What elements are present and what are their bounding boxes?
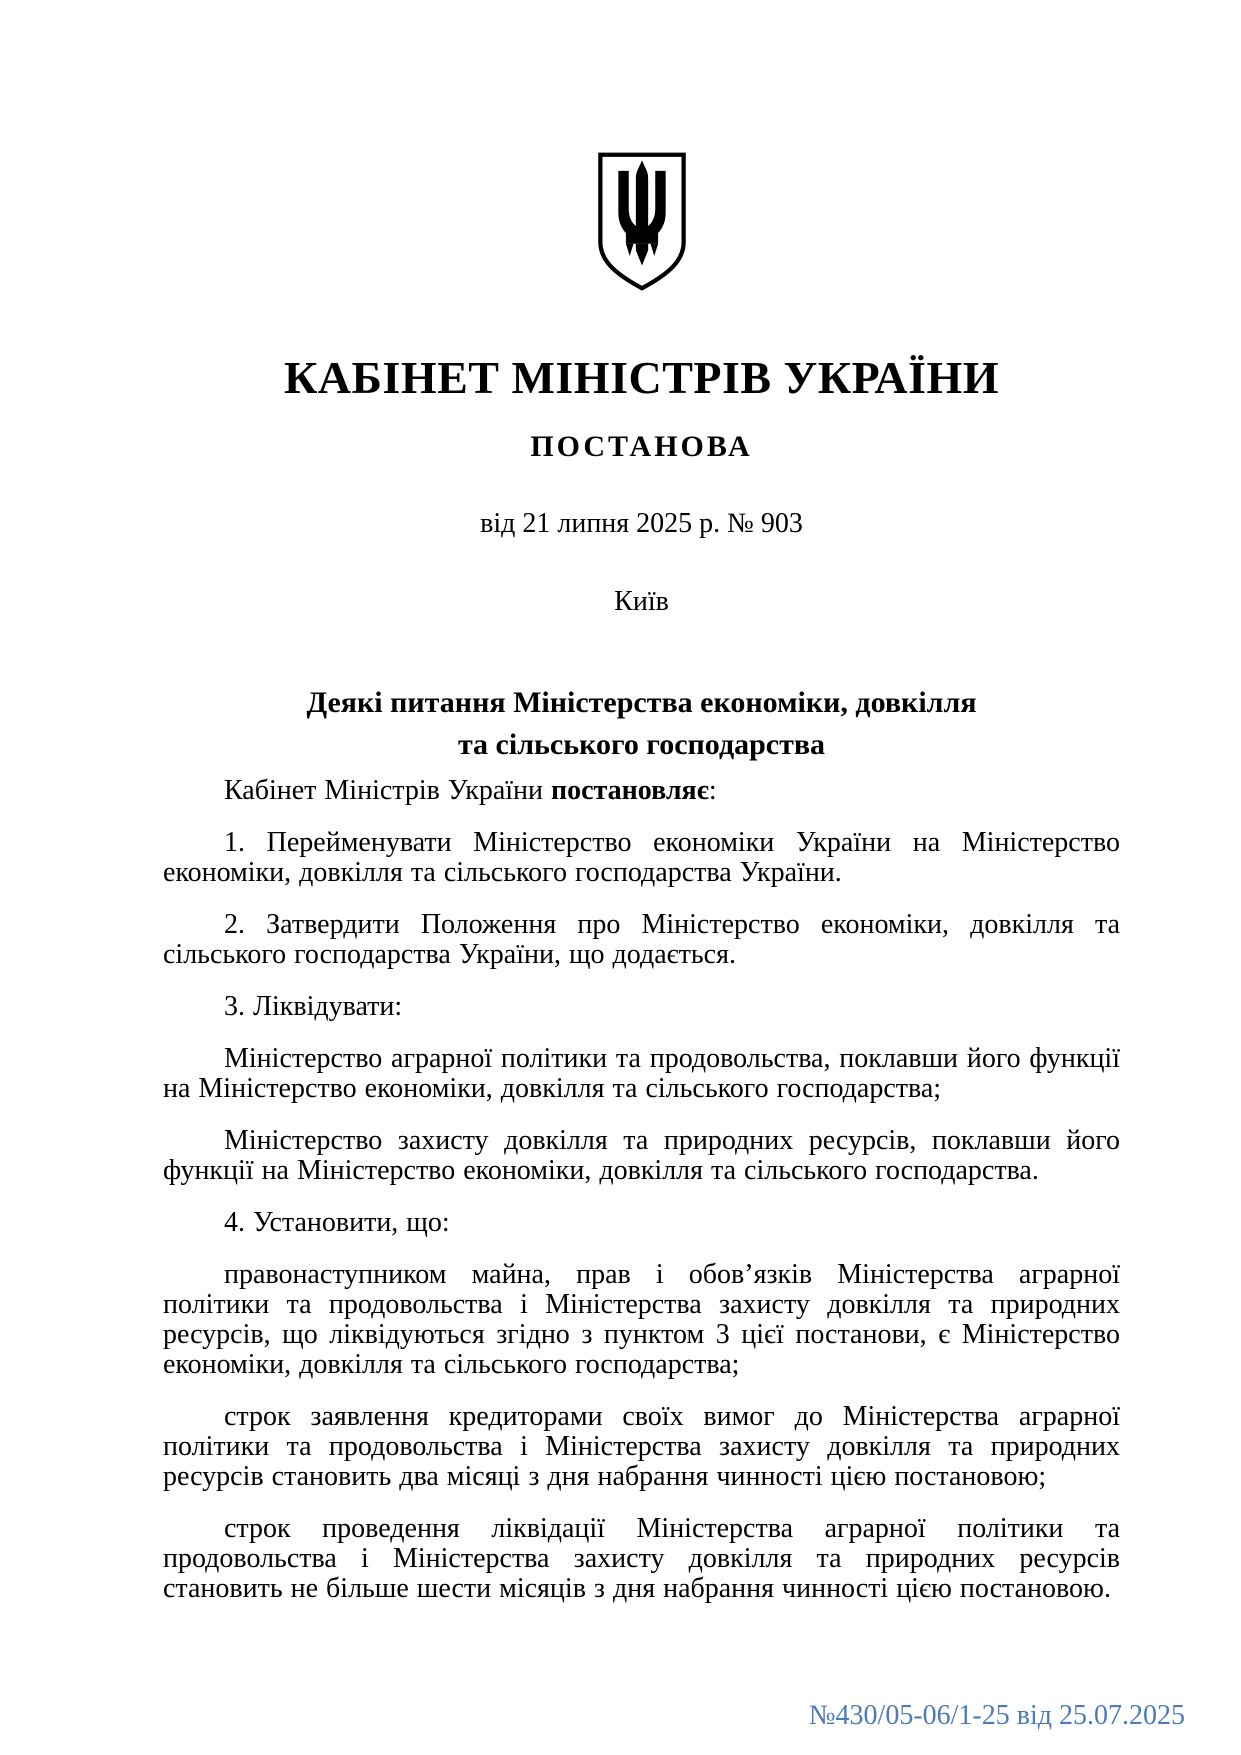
- emblem-container: [163, 0, 1120, 297]
- document-title-line1: Деякі питання Міністерства економіки, довкілля: [306, 685, 977, 719]
- paragraph-7: правонаступником майна, прав і обов’язків Міністерства аграрної політики та продовольства і Міністерства захисту довкілля та природних ресурсів, що ліквідуються згідно з пунктом 3 цієї постанови, є Міністерство економіки, довкілля та сільського господарства;: [163, 1258, 1120, 1380]
- registration-stamp: №430/05-06/1-25 від 25.07.2025: [808, 1700, 1185, 1731]
- intro-paragraph: [163, 776, 1120, 806]
- date-and-number-line: від 21 липня 2025 р. № 903: [480, 507, 803, 539]
- paragraph-5: Міністерство захисту довкілля та природних ресурсів, поклавши його функції на Міністерство економіки, довкілля та сільського господарства.: [163, 1124, 1120, 1186]
- paragraph-2: 2. Затвердити Положення про Міністерство економіки, довкілля та сільського господарства України, що додається.: [163, 908, 1120, 970]
- city-label: Київ: [614, 585, 669, 617]
- intro-prefix: Кабінет Міністрів України: [224, 774, 551, 806]
- intro-suffix: :: [708, 774, 717, 806]
- paragraph-8: строк заявлення кредиторами своїх вимог до Міністерства аграрної політики та продовольства і Міністерства захисту довкілля та природних ресурсів становить два місяці з дня набрання чинності цією постановою;: [163, 1400, 1120, 1492]
- paragraph-4: Міністерство аграрної політики та продовольства, поклавши його функції на Міністерство економіки, довкілля та сільського господарства;: [163, 1042, 1120, 1104]
- organization-name: КАБІНЕТ МІНІСТРІВ УКРАЇНИ: [283, 352, 1000, 403]
- document-title-line2: та сільського господарства: [457, 727, 826, 761]
- paragraph-3: 3. Ліквідувати:: [224, 990, 403, 1022]
- paragraph-6: 4. Установити, що:: [224, 1206, 450, 1238]
- paragraph-9: строк проведення ліквідації Міністерства аграрної політики та продовольства і Міністерства захисту довкілля та природних ресурсів становить не більше шести місяців з дня набрання чинності цією постановою.: [163, 1512, 1120, 1604]
- intro-bold-word: постановляє: [551, 774, 709, 806]
- document-title: [163, 682, 1120, 766]
- ukraine-coat-of-arms-icon: [594, 150, 690, 292]
- document-type-heading: ПОСТАНОВА: [530, 429, 753, 463]
- document-body: [163, 776, 1120, 1604]
- document-content: [163, 0, 1120, 1604]
- paragraph-1: 1. Перейменувати Міністерство економіки України на Міністерство економіки, довкілля та сільського господарства України.: [163, 826, 1120, 888]
